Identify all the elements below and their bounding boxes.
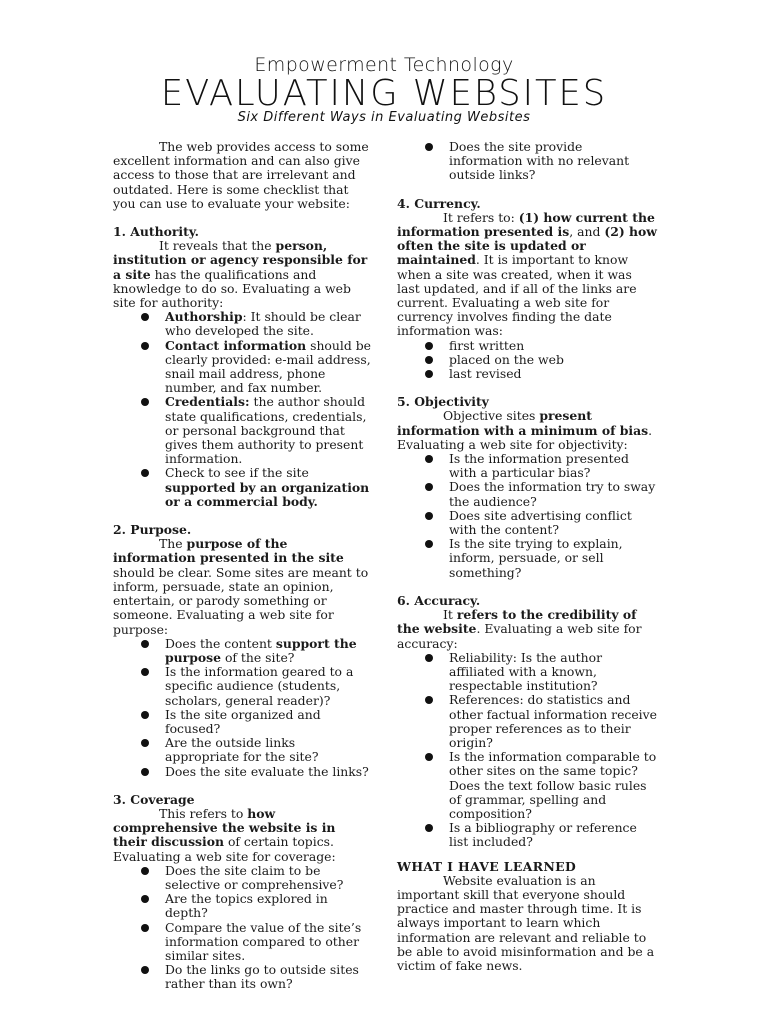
currency-paragraph: It refers to: (1) how current the information presented is, and (2) how often the site is updated or maintained. It is important to know when a site was created, when it was last updated, and if all of the links are current. Evaluating a web site for currency involves finding the date information was: <box>397 209 657 339</box>
list-item: Does site advertising conflict with the content? <box>397 509 657 537</box>
list-item: Does the site provide information with no relevant outside links? <box>397 140 657 183</box>
list-item: Do the links go to outside sites rather than its own? <box>113 963 373 991</box>
list-item: Credentials: the author should state qualifications, credentials, or personal background that gives them authority to present information. <box>113 395 373 466</box>
list-item: Does the content support the purpose of the site? <box>113 637 373 665</box>
list-item: Does the site claim to be selective or comprehensive? <box>113 864 373 892</box>
list-item: Is the site organized and focused? <box>113 708 373 736</box>
list-item: Does the information try to sway the audience? <box>397 480 657 508</box>
list-item: Is the site trying to explain, inform, persuade, or sell something? <box>397 537 657 580</box>
list-item: Does the site evaluate the links? <box>113 765 373 779</box>
section-heading-learned: WHAT I HAVE LEARNED <box>397 858 577 874</box>
accuracy-list <box>397 651 657 850</box>
objectivity-paragraph: Objective sites present information with a minimum of bias. Evaluating a web site for objectivity: <box>397 408 653 452</box>
left-column <box>113 140 373 992</box>
section-heading-authority: 1. Authority. <box>113 224 199 240</box>
list-item: Check to see if the site supported by an organization or a commercial body. <box>113 466 373 509</box>
list-item: last revised <box>397 367 657 381</box>
section-heading-purpose: 2. Purpose. <box>113 522 192 538</box>
list-item: Authorship: It should be clear who developed the site. <box>113 310 373 338</box>
list-item: Is the information presented with a particular bias? <box>397 452 657 480</box>
list-item: Is a bibliography or reference list included? <box>397 821 657 849</box>
section-heading-currency: 4. Currency. <box>397 195 481 211</box>
section-heading-coverage: 3. Coverage <box>113 791 195 807</box>
purpose-paragraph: The purpose of the information presented in the site should be clear. Some sites are meant to inform, persuade, state an opinion, entertain, or parody something or someone. Evaluating a web site for purpose: <box>113 536 369 637</box>
learned-paragraph: Website evaluation is an important skill that everyone should practice and master through time. It is always important to learn which information are relevant and reliable to be able to avoid misinformation and be a victim of fake news. <box>397 872 655 973</box>
section-heading-accuracy: 6. Accuracy. <box>397 592 481 608</box>
list-item: Are the outside links appropriate for the site? <box>113 736 373 764</box>
currency-list <box>397 339 657 382</box>
section-heading-objectivity: 5. Objectivity <box>397 394 489 410</box>
document-subtitle: Six Different Ways in Evaluating Websites <box>237 110 531 125</box>
list-item: Is the information geared to a specific audience (students, scholars, general reader)? <box>113 665 373 708</box>
coverage-paragraph: This refers to how comprehensive the website is in their discussion of certain topics. Evaluating a web site for coverage: <box>113 805 336 864</box>
authority-paragraph: It reveals that the person, institution or agency responsible for a site has the qualifications and knowledge to do so. Evaluating a web site for authority: <box>113 238 368 311</box>
document-title: EVALUATING WEBSITES <box>160 73 608 114</box>
intro-paragraph: The web provides access to some excellent information and can also give access to those that are irrelevant and outdated. Here is some checklist that you can use to evaluate your website: <box>113 139 369 211</box>
list-item: Compare the value of the site’s information compared to other similar sites. <box>113 921 373 964</box>
list-item: References: do statistics and other factual information receive proper references as to their origin? <box>397 693 657 750</box>
coverage-list-continued <box>397 140 657 183</box>
objectivity-list <box>397 452 657 580</box>
accuracy-paragraph: It refers to the credibility of the website. Evaluating a web site for accuracy: <box>397 607 642 651</box>
list-item: Are the topics explored in depth? <box>113 892 373 920</box>
list-item: Reliability: Is the author affiliated with a known, respectable institution? <box>397 651 657 694</box>
list-item: Is the information comparable to other sites on the same topic? Does the text follow basic rules of grammar, spelling and composition? <box>397 750 657 821</box>
right-column <box>397 140 657 973</box>
list-item: placed on the web <box>397 353 657 367</box>
list-item: first written <box>397 339 657 353</box>
purpose-list <box>113 637 373 779</box>
coverage-list <box>113 864 373 992</box>
list-item: Contact information should be clearly provided: e-mail address, snail mail address, phone number, and fax number. <box>113 339 373 396</box>
authority-list <box>113 310 373 509</box>
document-subject: Empowerment Technology <box>254 54 514 76</box>
